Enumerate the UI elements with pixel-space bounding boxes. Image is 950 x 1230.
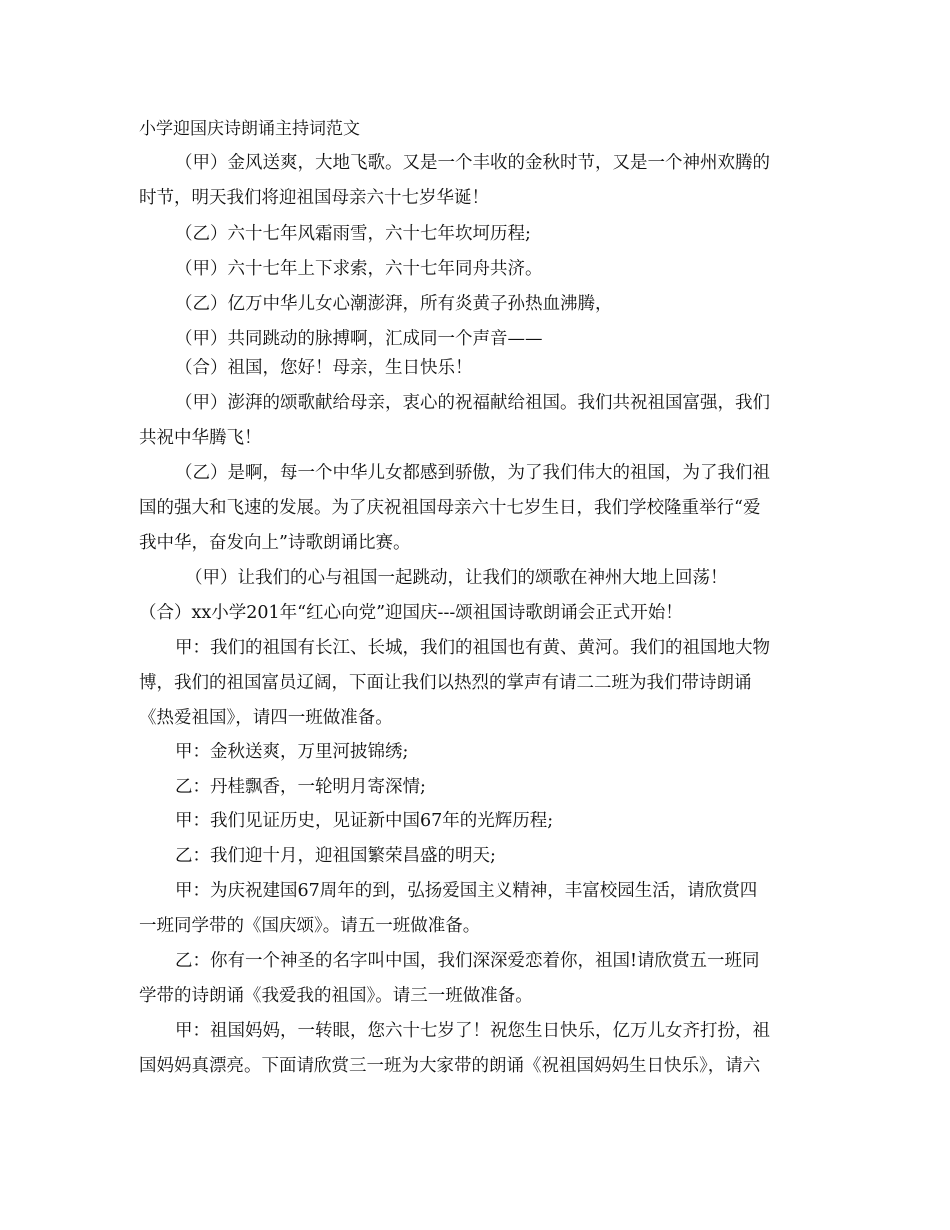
paragraph-line: 一班同学带的《国庆颂》。请五一班做准备。 [139,916,481,936]
paragraph-line: 甲：祖国妈妈，一转眼，您六十七岁了！祝您生日快乐，亿万儿女齐打扮，祖 [175,1021,770,1041]
paragraph-line: （乙）六十七年风霜雨雪，六十七年坎坷历程; [175,224,531,244]
paragraph-line: 博，我们的祖国富员辽阔，下面让我们以热烈的掌声有请二二班为我们带诗朗诵 [139,673,752,693]
paragraph-line: 我中华，奋发向上”诗歌朗诵比赛。 [139,533,411,553]
paragraph-line: 乙：你有一个神圣的名字叫中国，我们深深爱恋着你，祖国!请欣赏五一班同 [175,951,760,971]
paragraph-line: （合）祖国，您好！母亲，生日快乐！ [175,358,473,378]
paragraph-line: （甲）让我们的心与祖国一起跳动，让我们的颂歌在神州大地上回荡！ [185,568,728,588]
paragraph-line: 时节，明天我们将迎祖国母亲六十七岁华诞！ [139,188,489,208]
paragraph-line: 甲：我们见证历史，见证新中国67年的光辉历程; [175,811,554,831]
paragraph-line: 甲：金秋送爽，万里河披锦绣; [175,742,409,762]
paragraph-line: （乙）亿万中华儿女心潮澎湃，所有炎黄子孙热血沸腾， [175,294,613,314]
paragraph-line: 学带的诗朗诵《我爱我的祖国》。请三一班做准备。 [139,986,533,1006]
paragraph-line: （乙）是啊，每一个中华儿女都感到骄傲，为了我们伟大的祖国，为了我们祖 [175,463,770,483]
paragraph-line: 甲：我们的祖国有长江、长城，我们的祖国也有黄、黄河。我们的祖国地大物 [175,638,770,658]
paragraph-line: 国妈妈真漂亮。下面请欣赏三一班为大家带的朗诵《祝祖国妈妈生日快乐》，请六 [139,1056,761,1076]
paragraph-line: 甲：为庆祝建国67周年的到，弘扬爱国主义精神，丰富校园生活，请欣赏四 [175,881,758,901]
paragraph-line: 《热爱祖国》，请四一班做准备。 [139,708,393,728]
paragraph-line: 国的强大和飞速的发展。为了庆祝祖国母亲六十七岁生日，我们学校隆重举行“爱 [139,498,761,518]
paragraph-line: 乙：丹桂飘香，一轮明月寄深情; [175,777,426,797]
paragraph-line: 共祝中华腾飞！ [139,428,262,448]
paragraph-line: （合）xx小学201年“红心向党”迎国庆---颂祖国诗歌朗诵会正式开始！ [139,603,683,623]
paragraph-line: （甲）澎湃的颂歌献给母亲，衷心的祝福献给祖国。我们共祝祖国富强，我们 [175,393,770,413]
paragraph-line: 乙：我们迎十月，迎祖国繁荣昌盛的明天; [175,846,496,866]
paragraph-line: （甲）六十七年上下求索，六十七年同舟共济。 [175,259,543,279]
paragraph-line: （甲）共同跳动的脉搏啊，汇成同一个声音—— [175,329,543,349]
document-title: 小学迎国庆诗朗诵主持词范文 [139,119,360,139]
paragraph-line: （甲）金风送爽，大地飞歌。又是一个丰收的金秋时节，又是一个神州欢腾的 [175,153,770,173]
